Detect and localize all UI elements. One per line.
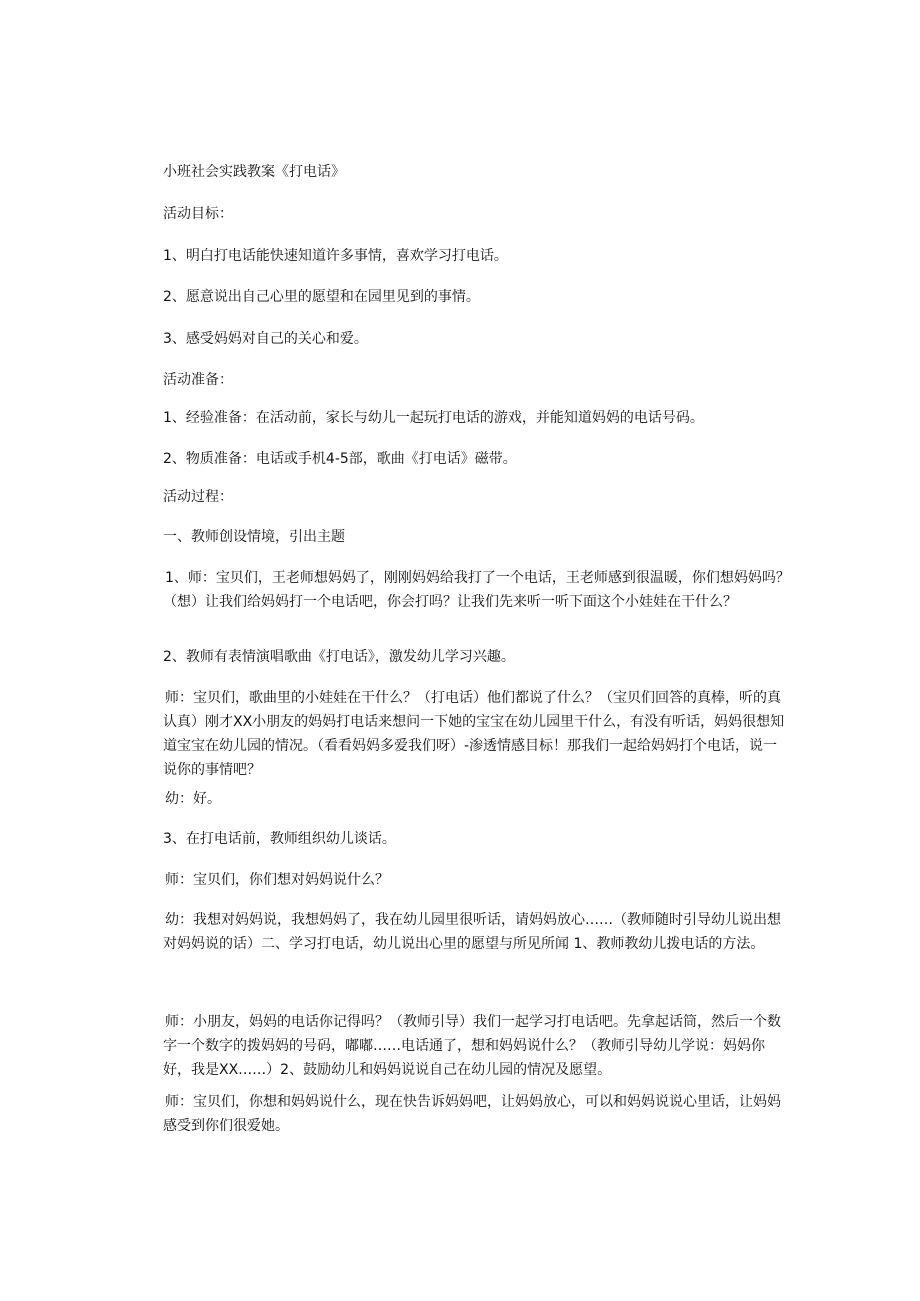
process-paragraph: 师：宝贝们，你们想对妈妈说什么？ [165, 872, 389, 888]
prep-item: 2、物质准备：电话或手机4-5部，歌曲《打电话》磁带。 [163, 451, 517, 467]
process-paragraph: 师：宝贝们，歌曲里的小娃娃在干什么？（打电话）他们都说了什么？（宝贝们回答的真棒，听的真认真）刚才XX小朋友的妈妈打电话来想问一下她的宝宝在幼儿园里干什么，有没有听话，妈妈很想知道宝宝在幼儿园的情况。（看看妈妈多爱我们呀）-渗透情感目标！那我们一起给妈妈打个电话，说一说你的事情吧？ [163, 690, 785, 778]
section-heading: 一、教师创设情境，引出主题 [163, 529, 345, 545]
process-heading: 活动过程： [163, 489, 233, 505]
goals-heading: 活动目标： [163, 206, 233, 222]
process-paragraph: 1、师：宝贝们，王老师想妈妈了，刚刚妈妈给我打了一个电话，王老师感到很温暖，你们想妈妈吗？（想）让我们给妈妈打一个电话吧，你会打吗？让我们先来听一听下面这个小娃娃在干什么？ [163, 570, 790, 610]
goal-item: 1、明白打电话能快速知道许多事情，喜欢学习打电话。 [163, 248, 508, 264]
goal-item: 2、愿意说出自己心里的愿望和在园里见到的事情。 [163, 289, 480, 305]
process-paragraph: 3、在打电话前，教师组织幼儿谈话。 [163, 831, 396, 847]
process-paragraph: 幼：我想对妈妈说，我想妈妈了，我在幼儿园里很听话，请妈妈放心……（教师随时引导幼儿说出想对妈妈说的话）二、学习打电话，幼儿说出心里的愿望与所见所闻 1、教师教幼儿拨电话的方法。 [163, 912, 781, 952]
process-paragraph: 师：小朋友，妈妈的电话你记得吗？（教师引导）我们一起学习打电话吧。先拿起话筒，然后一个数字一个数字的拨妈妈的号码，嘟嘟……电话通了，想和妈妈说什么？（教师引导幼儿学说：妈妈你好，我是XX……）2、鼓励幼儿和妈妈说说自己在幼儿园的情况及愿望。 [163, 1014, 781, 1078]
goal-item: 3、感受妈妈对自己的关心和爱。 [163, 331, 368, 347]
prep-item: 1、经验准备：在活动前，家长与幼儿一起玩打电话的游戏，并能知道妈妈的电话号码。 [163, 410, 704, 426]
document-title: 小班社会实践教案《打电话》 [163, 164, 345, 180]
process-paragraph: 2、教师有表情演唱歌曲《打电话》，激发幼儿学习兴趣。 [163, 649, 515, 665]
process-paragraph: 幼：好。 [165, 791, 221, 807]
process-paragraph: 师：宝贝们，你想和妈妈说什么，现在快告诉妈妈吧，让妈妈放心，可以和妈妈说说心里话，让妈妈感受到你们很爱她。 [163, 1094, 781, 1134]
prep-heading: 活动准备： [163, 372, 233, 388]
